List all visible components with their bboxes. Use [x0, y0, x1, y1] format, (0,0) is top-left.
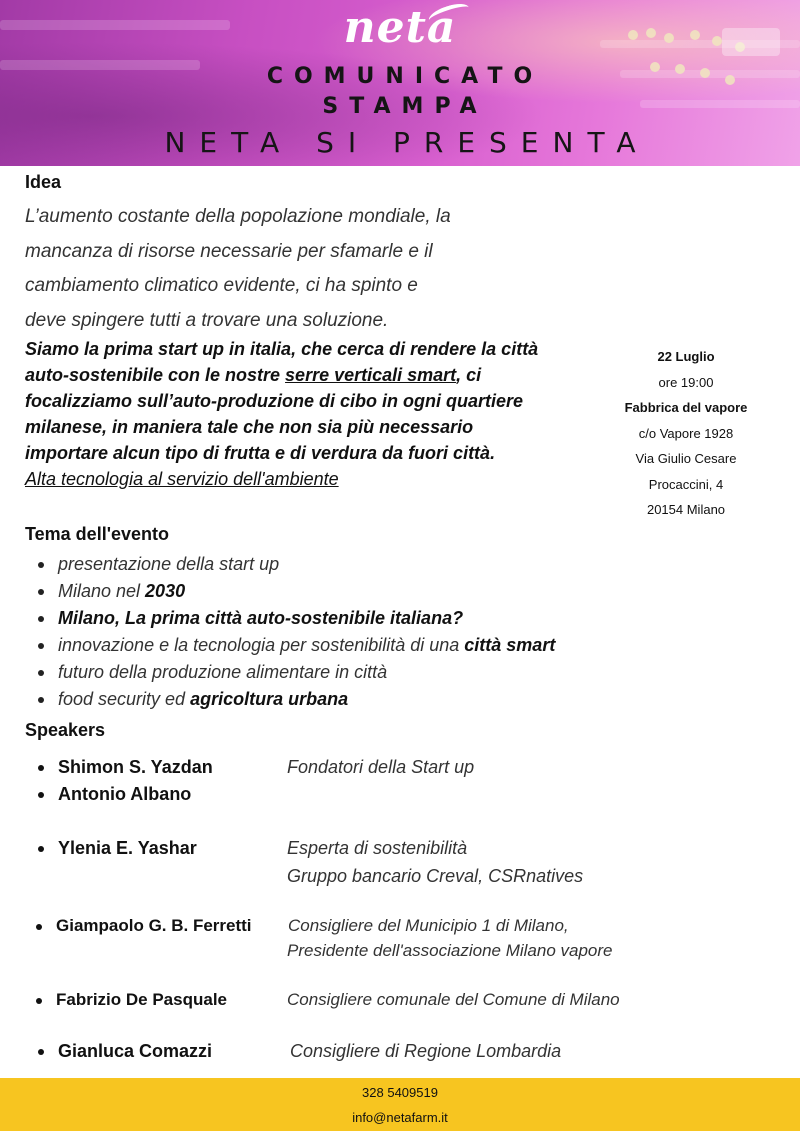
speaker-role: Esperta di sostenibilità	[287, 838, 468, 858]
idea-heading: Idea	[25, 172, 62, 192]
event-address-3: Procaccini, 4	[648, 476, 724, 492]
serre-verticali-link[interactable]: serre verticali smart	[285, 365, 457, 385]
tema-list	[38, 551, 555, 713]
event-venue: Fabbrica del vapore	[624, 400, 748, 415]
event-time: ore 19:00	[658, 374, 714, 390]
header-banner	[0, 0, 800, 166]
event-date: 22 Luglio	[657, 349, 715, 364]
speaker-role: Consigliere di Regione Lombardia	[290, 1041, 562, 1061]
event-address-2: Via Giulio Cesare	[635, 451, 737, 466]
contact-email[interactable]: info@netafarm.it	[352, 1110, 448, 1125]
speaker-role: Fondatori della Start up	[287, 757, 475, 777]
speaker-name: Gianluca Comazzi	[38, 1041, 212, 1062]
header-line-comunicato: COMUNICATO	[266, 64, 544, 89]
contact-footer	[0, 1078, 800, 1131]
speaker-name: Antonio Albano	[38, 784, 191, 805]
event-address-1: c/o Vapore 1928	[638, 425, 734, 441]
speaker-name: Shimon S. Yazdan	[38, 757, 213, 778]
mission-text-b: , ci focalizziamo sull’auto-produzione di cibo in ogni quartiere milanese, in maniera tale che non sia più necessario importare alcun tipo di frutta e di verdura da fuori città.	[25, 365, 524, 463]
list-item: presentazione della start up	[38, 551, 555, 578]
neta-logo: neta	[343, 2, 457, 53]
intro-line: cambiamento climatico evidente, ci ha spinto e	[25, 275, 418, 296]
speaker-name: Giampaolo G. B. Ferretti	[36, 916, 252, 936]
tagline-link[interactable]: Alta tecnologia al servizio dell'ambiente	[25, 469, 339, 489]
idea-intro	[25, 200, 535, 338]
event-info	[600, 344, 772, 523]
speaker-name: Ylenia E. Yashar	[38, 838, 197, 859]
list-item: Milano nel 2030	[38, 578, 555, 605]
speakers-heading: Speakers	[25, 720, 106, 740]
mission-paragraph	[25, 336, 545, 492]
event-address-4: 20154 Milano	[646, 502, 726, 517]
page-title: NETA SI PRESENTA	[164, 126, 650, 159]
list-item: Milano, La prima città auto-sostenibile italiana?	[38, 605, 555, 632]
list-item: innovazione e la tecnologia per sostenibilità di una città smart	[38, 632, 555, 659]
speaker-role: Consigliere comunale del Comune di Milano	[287, 990, 620, 1009]
header-line-stampa: STAMPA	[322, 94, 488, 119]
mission-text-a: Siamo la prima start up in italia, che cerca di rendere la città auto-sostenibile con le nostre	[25, 339, 539, 385]
speaker-role: Gruppo bancario Creval, CSRnatives	[287, 866, 584, 886]
contact-phone[interactable]: 328 5409519	[362, 1085, 438, 1100]
list-item: futuro della produzione alimentare in città	[38, 659, 555, 686]
tema-heading: Tema dell'evento	[25, 524, 169, 544]
intro-line: deve spingere tutti a trovare una soluzione.	[25, 309, 389, 331]
intro-line: mancanza di risorse necessarie per sfamarle e il	[25, 240, 433, 262]
speaker-role: Consigliere del Municipio 1 di Milano,	[288, 916, 569, 935]
intro-line: L’aumento costante della popolazione mondiale, la	[25, 206, 451, 227]
speaker-role: Presidente dell'associazione Milano vapore	[287, 941, 613, 960]
speaker-name: Fabrizio De Pasquale	[36, 990, 227, 1010]
list-item: food security ed agricoltura urbana	[38, 686, 555, 713]
